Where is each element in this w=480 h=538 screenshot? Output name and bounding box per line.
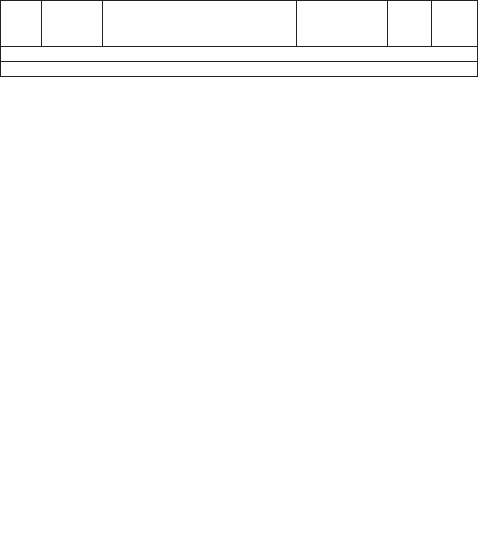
admission-table-top	[0, 0, 478, 77]
header-score	[432, 1, 478, 47]
header-row	[1, 1, 478, 47]
header-stt	[1, 1, 42, 47]
page-break	[0, 313, 480, 322]
header-code	[42, 1, 103, 47]
program-title	[1, 62, 478, 77]
header-quota	[388, 1, 432, 47]
header-major	[103, 1, 297, 47]
program-row	[1, 62, 478, 77]
header-combo	[297, 1, 388, 47]
section-row	[1, 47, 478, 62]
admission-table-part-1	[0, 0, 480, 77]
section-title	[1, 47, 478, 62]
